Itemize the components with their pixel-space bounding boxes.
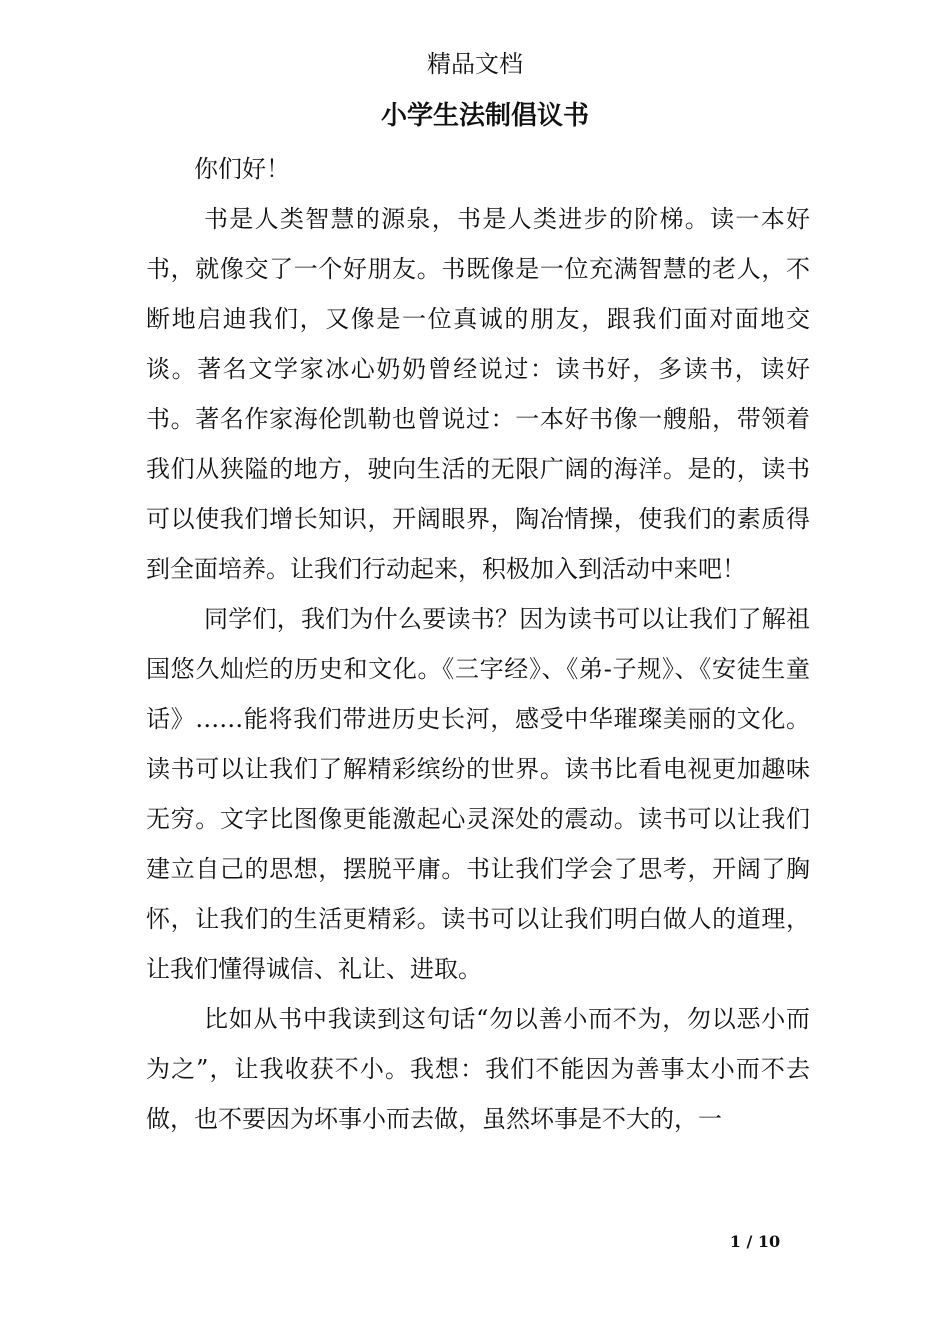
paragraph-3: 比如从书中我读到这句话“勿以善小而不为，勿以恶小而为之”，让我收获不小。我想：我们不能因为善事太小而不去做，也不要因为坏事小而去做，虽然坏事是不大的，一	[146, 1005, 810, 1133]
paragraph-1: 书是人类智慧的源泉，书是人类进步的阶梯。读一本好书，就像交了一个好朋友。书既像是一位充满智慧的老人，不断地启迪我们，又像是一位真诚的朋友，跟我们面对面地交谈。著名文学家冰心奶奶曾经说过：读书好，多读书，读好书。著名作家海伦凯勒也曾说过：一本好书像一艘船，带领着我们从狭隘的地方，驶向生活的无限广阔的海洋。是的，读书可以使我们增长知识，开阔眼界，陶冶情操，使我们的素质得到全面培养。让我们行动起来，积极加入到活动中来吧！	[146, 205, 810, 583]
document-title: 小学生法制倡议书	[380, 101, 589, 131]
greeting: 你们好！	[194, 155, 290, 183]
paragraph-2: 同学们，我们为什么要读书？因为读书可以让我们了解祖国悠久灿烂的历史和文化。《三字经》、《弟-子规》、《安徒生童话》……能将我们带进历史长河，感受中华璀璨美丽的文化。读书可以让我们了解精彩缤纷的世界。读书比看电视更加趣味无穷。文字比图像更能激起心灵深处的震动。读书可以让我们建立自己的思想，摆脱平庸。书让我们学会了思考，开阔了胸怀，让我们的生活更精彩。读书可以让我们明白做人的道理，让我们懂得诚信、礼让、进取。	[146, 605, 810, 983]
document-body	[146, 144, 810, 1144]
page-header: 精品文档	[427, 50, 523, 78]
page-number: 1 / 10	[729, 1232, 781, 1251]
